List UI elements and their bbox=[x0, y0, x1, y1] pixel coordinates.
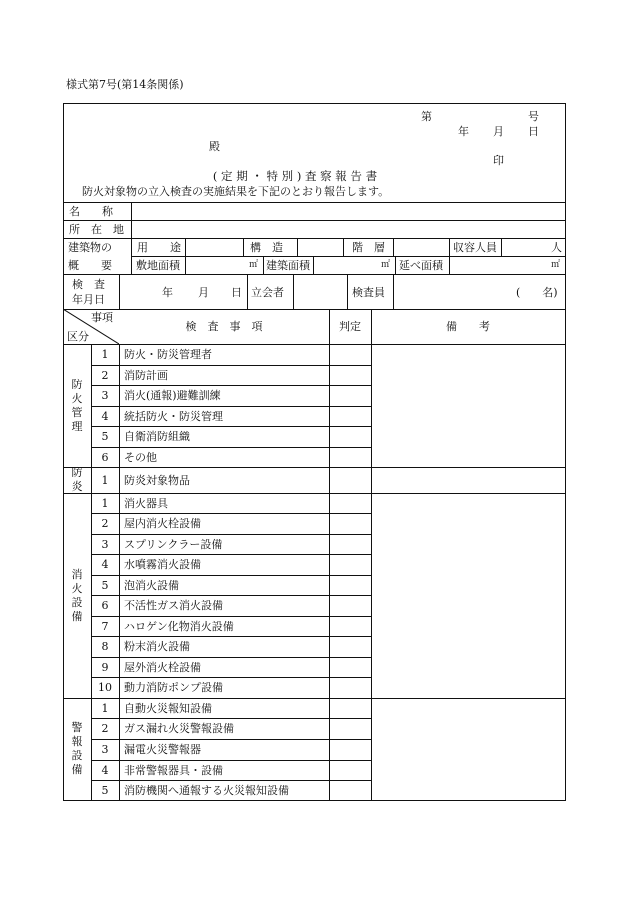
date-month: 月 bbox=[493, 125, 504, 138]
label-building-area: 建築面積 bbox=[266, 259, 310, 272]
item-number: 1 bbox=[101, 348, 109, 361]
seal-mark: 印 bbox=[493, 154, 504, 167]
item-text: 防火・防災管理者 bbox=[124, 348, 212, 361]
label-floors: 階 層 bbox=[352, 241, 385, 254]
item-text: 動力消防ポンプ設備 bbox=[124, 681, 223, 694]
report-intro: 防火対象物の立入検査の実施結果を下記のとおり報告します。 bbox=[82, 185, 390, 198]
item-number: 6 bbox=[101, 599, 109, 612]
item-number: 7 bbox=[101, 620, 109, 633]
item-text: 防炎対象物品 bbox=[124, 474, 190, 487]
site-area-unit: ㎡ bbox=[249, 260, 259, 270]
column-header-judgement: 判定 bbox=[339, 320, 361, 333]
item-text: 統括防火・防災管理 bbox=[124, 410, 223, 423]
label-capacity: 収容人員 bbox=[453, 241, 497, 254]
item-number: 1 bbox=[101, 497, 109, 510]
item-number: 5 bbox=[101, 579, 109, 592]
item-text: 消火器具 bbox=[124, 497, 168, 510]
item-text: ガス漏れ火災警報設備 bbox=[124, 722, 234, 735]
item-text: スプリンクラー設備 bbox=[124, 538, 223, 551]
item-text: その他 bbox=[124, 451, 157, 464]
addressee-suffix: 殿 bbox=[209, 140, 220, 153]
item-number: 5 bbox=[101, 784, 109, 797]
item-text: 自衛消防組織 bbox=[124, 430, 190, 443]
item-number: 8 bbox=[101, 640, 109, 653]
label-site-area: 敷地面積 bbox=[136, 259, 180, 272]
item-text: 水噴霧消火設備 bbox=[124, 558, 201, 571]
item-text: 粉末消火設備 bbox=[124, 640, 190, 653]
inspection-year: 年 bbox=[162, 286, 173, 299]
label-use: 用 途 bbox=[137, 241, 181, 254]
item-number: 4 bbox=[101, 410, 109, 423]
corner-header-item: 事項 bbox=[91, 311, 113, 324]
item-number: 3 bbox=[101, 538, 109, 551]
label-inspection-bottom: 年月日 bbox=[72, 293, 105, 306]
label-witness: 立会者 bbox=[251, 286, 284, 299]
item-number: 2 bbox=[101, 369, 109, 382]
label-inspection-top: 検 査 bbox=[72, 278, 105, 291]
label-building-top: 建築物の bbox=[68, 241, 112, 254]
item-number: 10 bbox=[98, 681, 112, 694]
item-text: 非常警報器具・設備 bbox=[124, 764, 223, 777]
item-text: 屋内消火栓設備 bbox=[124, 517, 201, 530]
corner-header-category: 区分 bbox=[67, 330, 89, 343]
label-structure: 構 造 bbox=[250, 241, 283, 254]
item-number: 9 bbox=[101, 661, 109, 674]
label-total-floor-area: 延べ面積 bbox=[399, 259, 443, 272]
item-text: 消火(通報)避難訓練 bbox=[124, 389, 221, 402]
item-text: 消防計画 bbox=[124, 369, 168, 382]
capacity-unit: 人 bbox=[551, 241, 562, 254]
group-label-flame-proofing: 防炎 bbox=[71, 466, 83, 493]
label-name: 名 称 bbox=[69, 205, 113, 218]
group-label-fire-extinguishing-equipment: 消火設備 bbox=[71, 568, 83, 623]
label-building-bottom: 概 要 bbox=[68, 259, 112, 272]
item-text: 屋外消火栓設備 bbox=[124, 661, 201, 674]
item-text: 自動火災報知設備 bbox=[124, 702, 212, 715]
inspection-month: 月 bbox=[198, 286, 209, 299]
column-header-remarks: 備 考 bbox=[446, 320, 490, 333]
item-text: 消防機関へ通報する火災報知設備 bbox=[124, 784, 289, 797]
item-number: 2 bbox=[101, 722, 109, 735]
item-number: 1 bbox=[101, 702, 109, 715]
date-year: 年 bbox=[458, 125, 469, 138]
item-number: 3 bbox=[101, 389, 109, 402]
item-text: 不活性ガス消火設備 bbox=[124, 599, 223, 612]
form-number-title: 様式第7号(第14条関係) bbox=[66, 78, 184, 91]
report-title: ( 定 期 ・ 特 別 ) 査 察 報 告 書 bbox=[212, 169, 378, 183]
date-day: 日 bbox=[528, 125, 539, 138]
item-number: 2 bbox=[101, 517, 109, 530]
item-number: 5 bbox=[101, 430, 109, 443]
total-floor-area-unit: ㎡ bbox=[551, 260, 561, 270]
item-number: 3 bbox=[101, 743, 109, 756]
report-number-prefix: 第 bbox=[421, 110, 432, 123]
item-text: 漏電火災警報器 bbox=[124, 743, 201, 756]
item-text: 泡消火設備 bbox=[124, 579, 179, 592]
label-location: 所 在 地 bbox=[69, 223, 124, 236]
item-number: 1 bbox=[101, 474, 109, 487]
label-inspector: 検査員 bbox=[352, 286, 385, 299]
group-label-fire-management: 防火管理 bbox=[71, 378, 83, 433]
group-label-alarm-equipment: 警報設備 bbox=[71, 721, 83, 776]
item-number: 6 bbox=[101, 451, 109, 464]
report-number-suffix: 号 bbox=[528, 110, 539, 123]
building-area-unit: ㎡ bbox=[381, 260, 391, 270]
column-header-items: 検 査 事 項 bbox=[185, 320, 263, 333]
inspector-count: ( 名) bbox=[516, 286, 558, 299]
inspection-day: 日 bbox=[231, 286, 242, 299]
item-number: 4 bbox=[101, 764, 109, 777]
item-number: 4 bbox=[101, 558, 109, 571]
item-text: ハロゲン化物消火設備 bbox=[124, 620, 234, 633]
